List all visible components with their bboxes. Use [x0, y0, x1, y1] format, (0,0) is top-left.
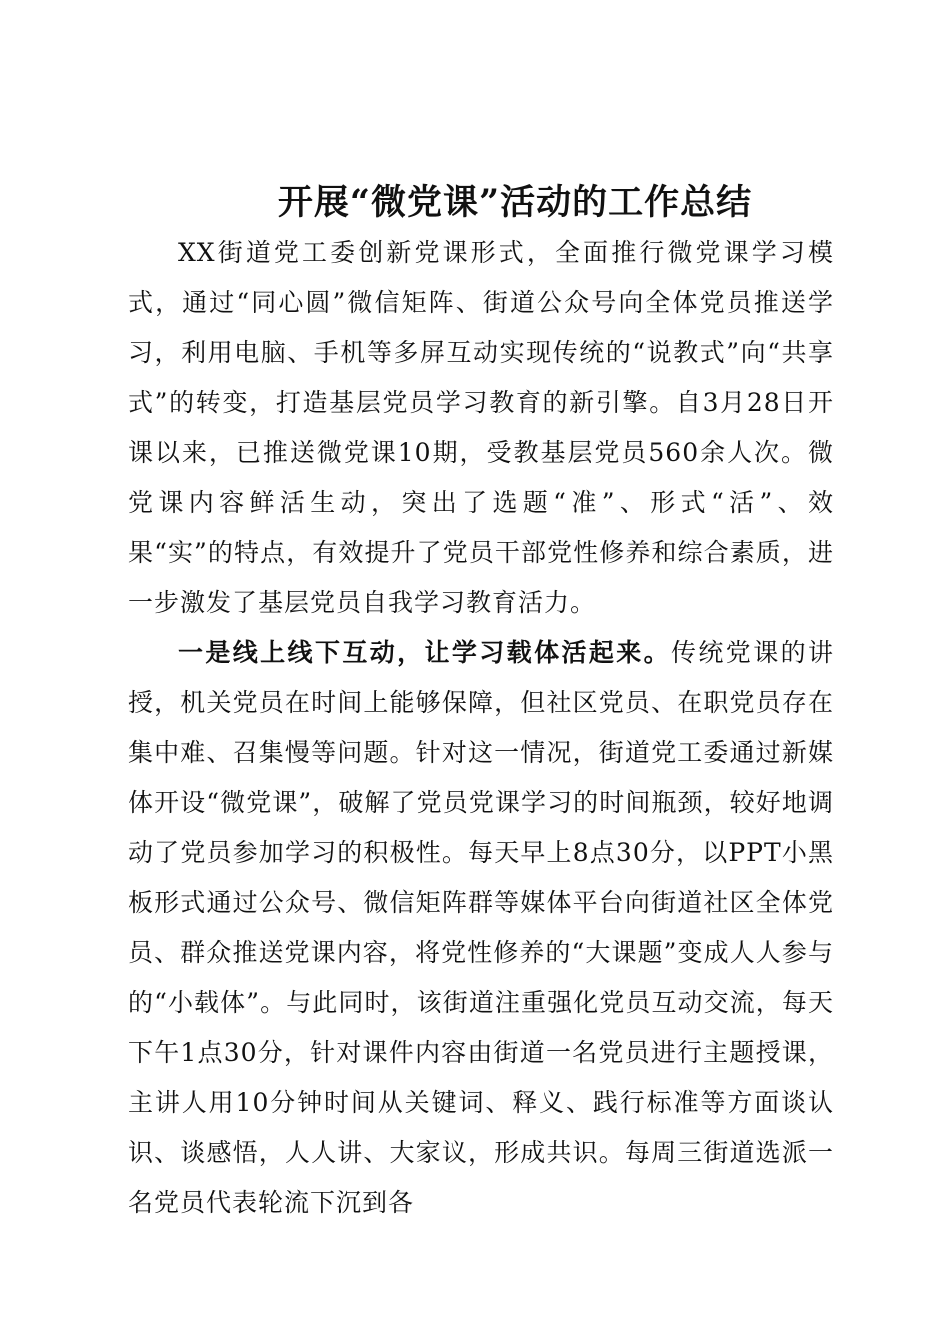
paragraph-lead-heading: 一是线上线下互动，让学习载体活起来。: [178, 638, 672, 667]
document-body: [128, 228, 834, 1228]
paragraph-text: XX街道党工委创新党课形式，全面推行微党课学习模式，通过“同心圆”微信矩阵、街道公众号向全体党员推送学习，利用电脑、手机等多屏互动实现传统的“说教式”向“共享式”的转变，打造基层党员学习教育的新引擎。自3月28日开课以来，已推送微党课10期，受教基层党员560余人次。微党课内容鲜活生动，突出了选题“准”、形式“活”、效果“实”的特点，有效提升了党员干部党性修养和综合素质，进一步激发了基层党员自我学习教育活力。: [128, 238, 834, 617]
paragraph-section-one: [128, 628, 834, 1228]
paragraph-intro: [128, 228, 834, 628]
paragraph-text: 传统党课的讲授，机关党员在时间上能够保障，但社区党员、在职党员存在集中难、召集慢等问题。针对这一情况，街道党工委通过新媒体开设“微党课”，破解了党员党课学习的时间瓶颈，较好地调动了党员参加学习的积极性。每天早上8点30分，以PPT小黑板形式通过公众号、微信矩阵群等媒体平台向街道社区全体党员、群众推送党课内容，将党性修养的“大课题”变成人人参与的“小载体”。与此同时，该街道注重强化党员互动交流，每天下午1点30分，针对课件内容由街道一名党员进行主题授课，主讲人用10分钟时间从关键词、释义、践行标准等方面谈认识、谈感悟，人人讲、大家议，形成共识。每周三街道选派一名党员代表轮流下沉到各: [128, 638, 834, 1217]
document-title: 开展“微党课”活动的工作总结: [277, 182, 753, 223]
